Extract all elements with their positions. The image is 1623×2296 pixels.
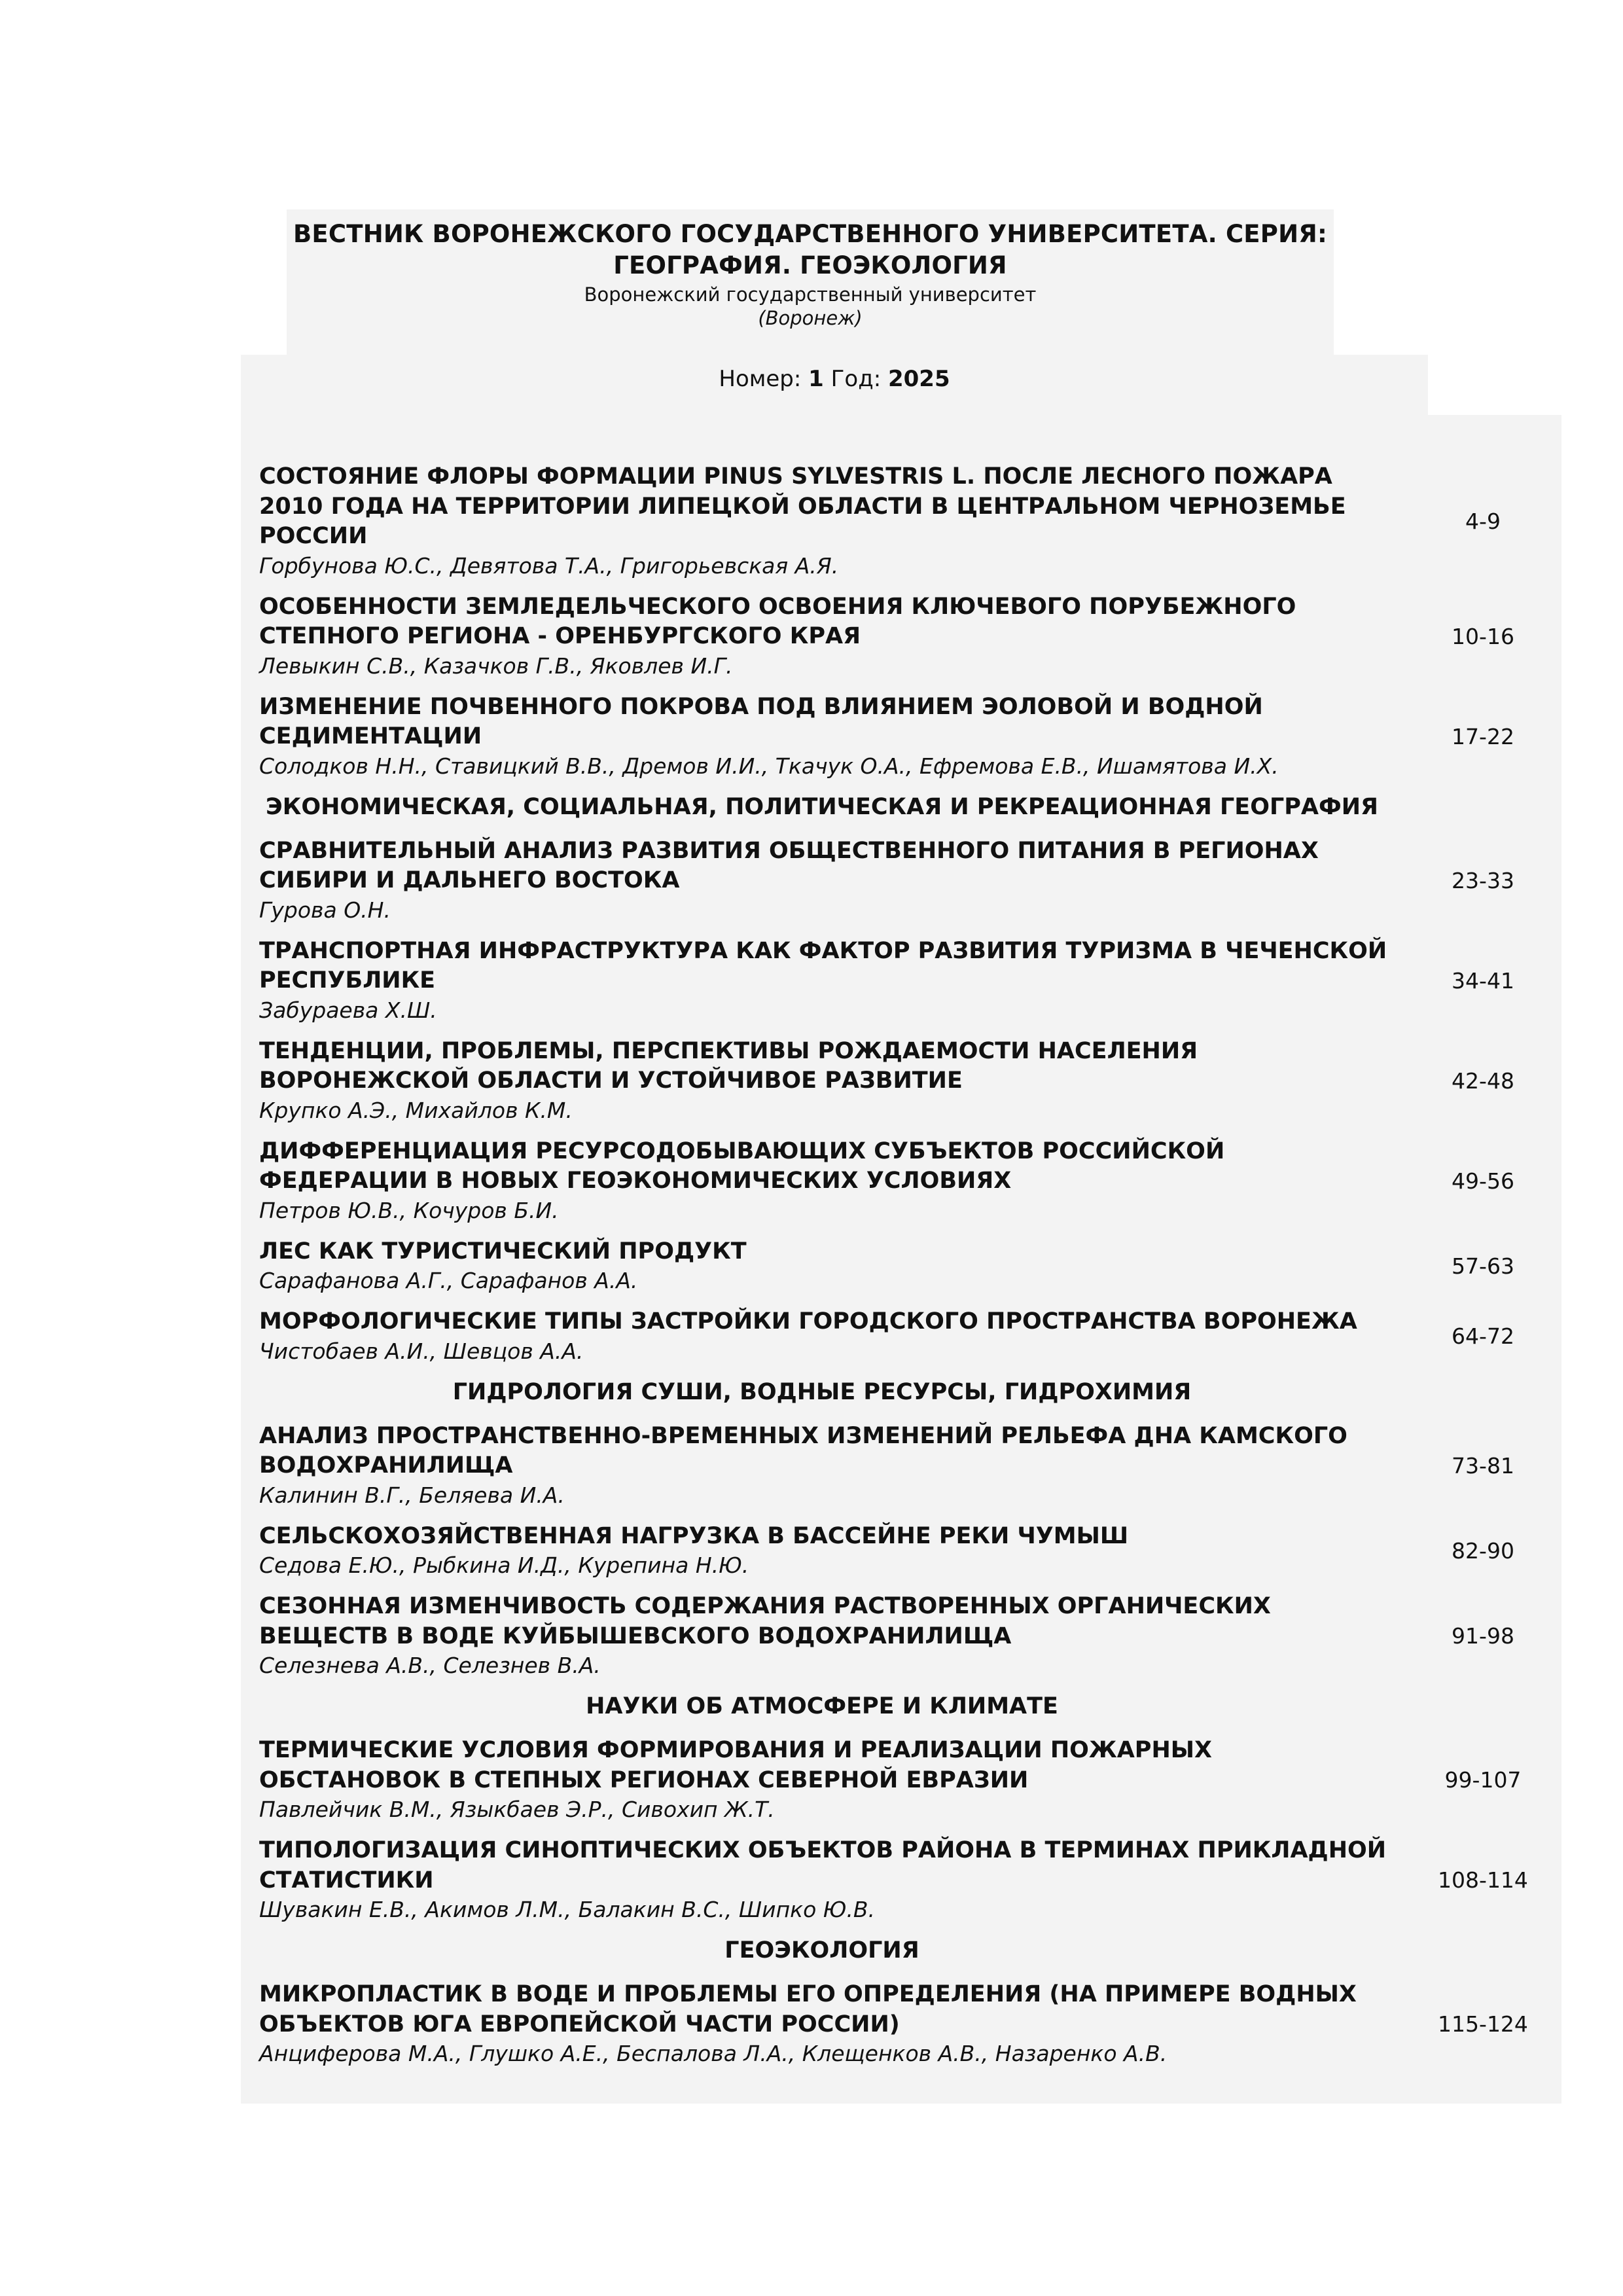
article-title[interactable]: МИКРОПЛАСТИК В ВОДЕ И ПРОБЛЕМЫ ЕГО ОПРЕДЕЛЕНИЯ (НА ПРИМЕРЕ ВОДНЫХ ОБЪЕКТОВ ЮГА ЕВРОПЕЙСКОЙ ЧАСТИ РОССИИ) xyxy=(259,1981,1357,2037)
article-entry xyxy=(259,1836,1548,1924)
article-pages: 23-33 xyxy=(1452,867,1514,893)
article-authors: Седова Е.Ю., Рыбкина И.Д., Курепина Н.Ю. xyxy=(259,1552,749,1578)
article-pages: 82-90 xyxy=(1452,1537,1514,1564)
article-authors: Шувакин Е.В., Акимов Л.М., Балакин В.С., Шипко Ю.В. xyxy=(259,1897,876,1922)
article-authors: Калинин В.Г., Беляева И.А. xyxy=(259,1482,565,1508)
article-entry xyxy=(259,836,1548,925)
article-main xyxy=(259,1592,1398,1680)
article-authors: Сарафанова А.Г., Сарафанов А.А. xyxy=(259,1268,638,1293)
article-entry xyxy=(259,1736,1548,1824)
article-authors: Селезнева А.В., Селезнев В.А. xyxy=(259,1653,601,1678)
article-title[interactable]: ДИФФЕРЕНЦИАЦИЯ РЕСУРСОДОБЫВАЮЩИХ СУБЪЕКТОВ РОССИЙСКОЙ ФЕДЕРАЦИИ В НОВЫХ ГЕОЭКОНОМИЧЕСКИХ УСЛОВИЯХ xyxy=(259,1138,1225,1194)
section-heading: ГЕОЭКОЛОГИЯ xyxy=(724,1937,919,1964)
article-pages: 108-114 xyxy=(1438,1867,1528,1893)
article-main xyxy=(259,1237,1398,1296)
article-authors: Анциферова М.А., Глушко А.Е., Беспалова Л.А., Клещенков А.В., Назаренко А.В. xyxy=(259,2041,1168,2066)
article-entry xyxy=(259,1422,1548,1510)
article-title[interactable]: СЕЗОННАЯ ИЗМЕНЧИВОСТЬ СОДЕРЖАНИЯ РАСТВОРЕННЫХ ОРГАНИЧЕСКИХ ВЕЩЕСТВ В ВОДЕ КУЙБЫШЕВСКОГО ВОДОХРАНИЛИЩА xyxy=(259,1593,1271,1649)
article-title[interactable]: СОСТОЯНИЕ ФЛОРЫ ФОРМАЦИИ PINUS SYLVESTRIS L. ПОСЛЕ ЛЕСНОГО ПОЖАРА 2010 ГОДА НА ТЕРРИТОРИИ ЛИПЕЦКОЙ ОБЛАСТИ В ЦЕНТРАЛЬНОМ ЧЕРНОЗЕМЬЕ РОССИИ xyxy=(259,463,1346,549)
article-main xyxy=(259,1037,1398,1125)
article-title[interactable]: ТИПОЛОГИЗАЦИЯ СИНОПТИЧЕСКИХ ОБЪЕКТОВ РАЙОНА В ТЕРМИНАХ ПРИКЛАДНОЙ СТАТИСТИКИ xyxy=(259,1837,1387,1893)
article-title[interactable]: ЛЕС КАК ТУРИСТИЧЕСКИЙ ПРОДУКТ xyxy=(259,1238,747,1265)
article-main xyxy=(259,1422,1398,1510)
article-main xyxy=(259,1836,1398,1924)
article-authors: Петров Ю.В., Кочуров Б.И. xyxy=(259,1197,559,1223)
article-title[interactable]: ТРАНСПОРТНАЯ ИНФРАСТРУКТУРА КАК ФАКТОР РАЗВИТИЯ ТУРИЗМА В ЧЕЧЕНСКОЙ РЕСПУБЛИКЕ xyxy=(259,937,1387,994)
article-pages: 64-72 xyxy=(1452,1323,1514,1350)
article-entry xyxy=(259,1592,1548,1680)
table-of-contents xyxy=(241,415,1561,2104)
article-main xyxy=(259,692,1398,781)
section-heading: ГИДРОЛОГИЯ СУШИ, ВОДНЫЕ РЕСУРСЫ, ГИДРОХИМИЯ xyxy=(452,1378,1192,1405)
article-authors: Горбунова Ю.С., Девятова Т.А., Григорьевская А.Я. xyxy=(259,552,839,579)
article-title[interactable]: ОСОБЕННОСТИ ЗЕМЛЕДЕЛЬЧЕСКОГО ОСВОЕНИЯ КЛЮЧЕВОГО ПОРУБЕЖНОГО СТЕПНОГО РЕГИОНА - ОРЕНБУРГСКОГО КРАЯ xyxy=(259,593,1296,649)
journal-title: ВЕСТНИК ВОРОНЕЖСКОГО ГОСУДАРСТВЕННОГО УНИВЕРСИТЕТА. СЕРИЯ: ГЕОГРАФИЯ. ГЕОЭКОЛОГИЯ xyxy=(293,220,1327,279)
article-entry xyxy=(259,592,1548,681)
article-authors: Павлейчик В.М., Языкбаев Э.Р., Сивохип Ж.Т. xyxy=(259,1797,775,1822)
article-main xyxy=(259,937,1398,1025)
article-main xyxy=(259,1522,1398,1581)
article-main xyxy=(259,592,1398,681)
article-main xyxy=(259,1307,1398,1366)
article-main xyxy=(259,1736,1398,1824)
article-title[interactable]: ИЗМЕНЕНИЕ ПОЧВЕННОГО ПОКРОВА ПОД ВЛИЯНИЕМ ЭОЛОВОЙ И ВОДНОЙ СЕДИМЕНТАЦИИ xyxy=(259,693,1263,749)
article-entry xyxy=(259,937,1548,1025)
article-pages: 34-41 xyxy=(1452,967,1514,994)
article-pages: 49-56 xyxy=(1452,1168,1514,1194)
publisher: Воронежский государственный университет xyxy=(584,283,1037,306)
issue-label: Номер: xyxy=(719,366,802,392)
toc-list xyxy=(259,462,1548,2080)
article-pages: 4-9 xyxy=(1465,508,1501,534)
article-title[interactable]: МОРФОЛОГИЧЕСКИЕ ТИПЫ ЗАСТРОЙКИ ГОРОДСКОГО ПРОСТРАНСТВА ВОРОНЕЖА xyxy=(259,1308,1357,1335)
article-main xyxy=(259,1137,1398,1225)
city: (Воронеж) xyxy=(758,307,863,329)
article-pages: 115-124 xyxy=(1438,2011,1528,2037)
section-heading: ЭКОНОМИЧЕСКАЯ, СОЦИАЛЬНАЯ, ПОЛИТИЧЕСКАЯ И РЕКРЕАЦИОННАЯ ГЕОГРАФИЯ xyxy=(266,793,1378,820)
article-pages: 17-22 xyxy=(1452,723,1514,749)
article-entry xyxy=(259,1307,1548,1366)
article-entry xyxy=(259,462,1548,581)
article-entry xyxy=(259,692,1548,781)
issue-info xyxy=(241,355,1428,415)
issue-number: 1 xyxy=(808,366,824,392)
article-pages: 42-48 xyxy=(1452,1067,1514,1094)
section-heading: НАУКИ ОБ АТМОСФЕРЕ И КЛИМАТЕ xyxy=(586,1693,1058,1719)
year-value: 2025 xyxy=(887,366,950,392)
article-pages: 57-63 xyxy=(1452,1253,1514,1279)
journal-header xyxy=(287,209,1334,355)
article-pages: 99-107 xyxy=(1444,1767,1522,1793)
article-title[interactable]: СЕЛЬСКОХОЗЯЙСТВЕННАЯ НАГРУЗКА В БАССЕЙНЕ РЕКИ ЧУМЫШ xyxy=(259,1522,1129,1549)
year-label: Год: xyxy=(830,366,882,392)
article-entry xyxy=(259,1522,1548,1581)
article-authors: Крупко А.Э., Михайлов К.М. xyxy=(259,1097,573,1123)
article-main xyxy=(259,1980,1398,2068)
article-pages: 73-81 xyxy=(1452,1452,1514,1479)
article-title[interactable]: ТЕНДЕНЦИИ, ПРОБЛЕМЫ, ПЕРСПЕКТИВЫ РОЖДАЕМОСТИ НАСЕЛЕНИЯ ВОРОНЕЖСКОЙ ОБЛАСТИ И УСТОЙЧИВОЕ РАЗВИТИЕ xyxy=(259,1037,1198,1094)
article-main xyxy=(259,836,1398,925)
article-entry xyxy=(259,1237,1548,1296)
article-title[interactable]: ТЕРМИЧЕСКИЕ УСЛОВИЯ ФОРМИРОВАНИЯ И РЕАЛИЗАЦИИ ПОЖАРНЫХ ОБСТАНОВОК В СТЕПНЫХ РЕГИОНАХ СЕВЕРНОЙ ЕВРАЗИИ xyxy=(259,1737,1213,1793)
article-authors: Чистобаев А.И., Шевцов А.А. xyxy=(259,1338,584,1364)
issue-line xyxy=(241,364,1428,394)
article-title[interactable]: АНАЛИЗ ПРОСТРАНСТВЕННО-ВРЕМЕННЫХ ИЗМЕНЕНИЙ РЕЛЬЕФА ДНА КАМСКОГО ВОДОХРАНИЛИЩА xyxy=(259,1422,1347,1479)
article-entry xyxy=(259,1037,1548,1125)
article-authors: Забураева Х.Ш. xyxy=(259,997,437,1023)
article-title[interactable]: СРАВНИТЕЛЬНЫЙ АНАЛИЗ РАЗВИТИЯ ОБЩЕСТВЕННОГО ПИТАНИЯ В РЕГИОНАХ СИБИРИ И ДАЛЬНЕГО ВОСТОКА xyxy=(259,837,1319,893)
article-authors: Солодков Н.Н., Ставицкий В.В., Дремов И.И., Ткачук О.А., Ефремова Е.В., Ишамятова И.Х. xyxy=(259,753,1279,779)
article-entry xyxy=(259,1137,1548,1225)
article-authors: Гурова О.Н. xyxy=(259,897,391,923)
article-pages: 91-98 xyxy=(1452,1623,1514,1649)
article-main xyxy=(259,462,1398,581)
article-entry xyxy=(259,1980,1548,2068)
article-authors: Левыкин С.В., Казачков Г.В., Яковлев И.Г. xyxy=(259,653,733,679)
article-pages: 10-16 xyxy=(1452,623,1514,649)
